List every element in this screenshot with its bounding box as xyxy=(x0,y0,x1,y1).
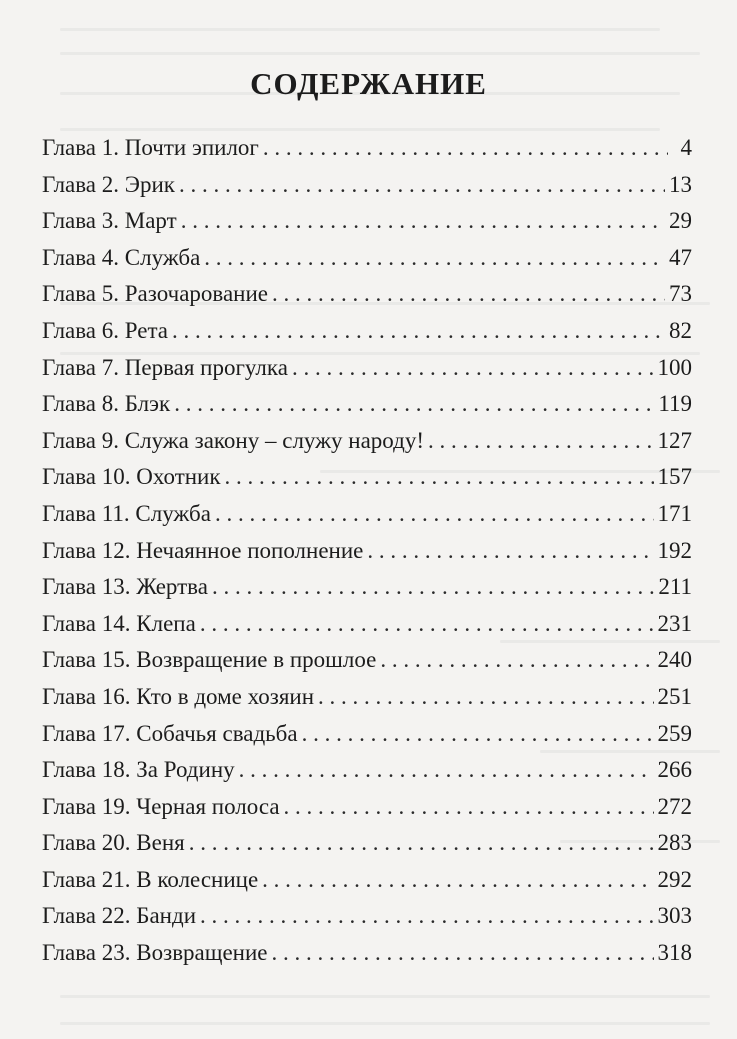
toc-entry-label: Глава 3. Март xyxy=(42,208,177,234)
toc-entry xyxy=(42,533,692,570)
toc-entry-page-number: 82 xyxy=(669,317,692,343)
toc-entry-label: Глава 22. Банди xyxy=(42,903,197,929)
toc-entry-page-number: 231 xyxy=(657,610,692,636)
toc-dot-leader xyxy=(284,789,654,826)
toc-dot-leader xyxy=(215,496,654,533)
toc-entry-page-number: 157 xyxy=(657,464,692,490)
toc-dot-leader xyxy=(428,423,654,460)
toc-entry-page-number: 13 xyxy=(669,171,692,197)
toc-entry xyxy=(42,606,692,643)
toc-entry-label: Глава 2. Эрик xyxy=(42,171,175,197)
toc-entry-page-number: 211 xyxy=(658,574,692,600)
toc-entry-label: Глава 14. Клепа xyxy=(42,610,196,636)
toc-entry xyxy=(42,679,692,716)
toc-dot-leader xyxy=(204,240,665,277)
toc-entry-label: Глава 5. Разочарование xyxy=(42,281,268,307)
toc-entry-page-number: 292 xyxy=(657,866,692,892)
toc-entry-label: Глава 10. Охотник xyxy=(42,464,221,490)
toc-entry-label: Глава 7. Первая прогулка xyxy=(42,354,288,380)
toc-entry xyxy=(42,716,692,753)
toc-entry-page-number: 251 xyxy=(657,683,692,709)
toc-entry-label: Глава 15. Возвращение в прошлое xyxy=(42,647,377,673)
toc-entry xyxy=(42,496,692,533)
toc-entry xyxy=(42,789,692,826)
bleed-line xyxy=(60,28,660,31)
toc-dot-leader xyxy=(272,935,654,972)
toc-dot-leader xyxy=(200,898,653,935)
toc-entry-page-number: 127 xyxy=(657,427,692,453)
bleed-line xyxy=(60,1022,710,1025)
toc-dot-leader xyxy=(262,862,653,899)
toc-entry-page-number: 266 xyxy=(657,757,692,783)
toc-entry-page-number: 171 xyxy=(657,500,692,526)
toc-entry-page-number: 192 xyxy=(657,537,692,563)
toc-entry xyxy=(42,935,692,972)
toc-dot-leader xyxy=(179,167,665,204)
toc-entry-page-number: 100 xyxy=(657,354,692,380)
toc-dot-leader xyxy=(302,716,654,753)
toc-dot-leader xyxy=(225,459,654,496)
toc-entry-label: Глава 23. Возвращение xyxy=(42,940,268,966)
toc-entry-label: Глава 6. Рета xyxy=(42,317,169,343)
toc-dot-leader xyxy=(239,752,654,789)
toc-entry-label: Глава 17. Собачья свадьба xyxy=(42,720,298,746)
toc-entry xyxy=(42,642,692,679)
toc-entry-page-number: 47 xyxy=(669,244,692,270)
toc-dot-leader xyxy=(263,130,668,167)
table-of-contents xyxy=(42,130,692,972)
toc-entry-page-number: 240 xyxy=(657,647,692,673)
toc-dot-leader xyxy=(272,276,665,313)
bleed-line xyxy=(60,52,700,55)
bleed-line xyxy=(60,995,710,998)
toc-entry xyxy=(42,825,692,862)
toc-dot-leader xyxy=(380,642,653,679)
toc-dot-leader xyxy=(181,203,665,240)
toc-entry xyxy=(42,130,692,167)
toc-entry xyxy=(42,167,692,204)
toc-entry xyxy=(42,203,692,240)
toc-entry xyxy=(42,313,692,350)
toc-dot-leader xyxy=(367,533,653,570)
toc-entry-label: Глава 4. Служба xyxy=(42,244,201,270)
toc-entry xyxy=(42,752,692,789)
toc-entry xyxy=(42,862,692,899)
toc-entry xyxy=(42,276,692,313)
toc-dot-leader xyxy=(174,386,654,423)
page-title: СОДЕРЖАНИЕ xyxy=(250,66,487,101)
toc-entry xyxy=(42,350,692,387)
toc-dot-leader xyxy=(189,825,654,862)
toc-entry-label: Глава 21. В колеснице xyxy=(42,866,259,892)
toc-entry-label: Глава 19. Черная полоса xyxy=(42,793,280,819)
toc-entry-page-number: 29 xyxy=(669,208,692,234)
toc-entry-page-number: 119 xyxy=(658,391,692,417)
toc-dot-leader xyxy=(318,679,653,716)
toc-entry-label: Глава 18. За Родину xyxy=(42,757,235,783)
toc-dot-leader xyxy=(172,313,665,350)
toc-entry xyxy=(42,459,692,496)
toc-entry-page-number: 283 xyxy=(657,830,692,856)
toc-entry-page-number: 318 xyxy=(657,940,692,966)
toc-entry-label: Глава 13. Жертва xyxy=(42,574,208,600)
toc-entry xyxy=(42,423,692,460)
toc-entry-label: Глава 16. Кто в доме хозяин xyxy=(42,683,315,709)
toc-entry-page-number: 4 xyxy=(680,135,692,160)
toc-entry-label: Глава 12. Нечаянное пополнение xyxy=(42,537,364,563)
toc-dot-leader xyxy=(292,350,654,387)
toc-entry xyxy=(42,569,692,606)
toc-entry xyxy=(42,386,692,423)
toc-entry-label: Глава 1. Почти эпилог xyxy=(42,135,259,160)
toc-entry-page-number: 259 xyxy=(657,720,692,746)
toc-entry-page-number: 303 xyxy=(657,903,692,929)
toc-entry-label: Глава 20. Веня xyxy=(42,830,185,856)
toc-dot-leader xyxy=(212,569,654,606)
toc-entry-label: Глава 8. Блэк xyxy=(42,391,171,417)
toc-entry xyxy=(42,898,692,935)
toc-entry-label: Глава 11. Служба xyxy=(42,500,211,526)
toc-dot-leader xyxy=(200,606,654,643)
toc-entry xyxy=(42,240,692,277)
toc-entry-page-number: 272 xyxy=(657,793,692,819)
toc-entry-label: Глава 9. Служа закону – служу народу! xyxy=(42,427,424,453)
toc-entry-page-number: 73 xyxy=(669,281,692,307)
